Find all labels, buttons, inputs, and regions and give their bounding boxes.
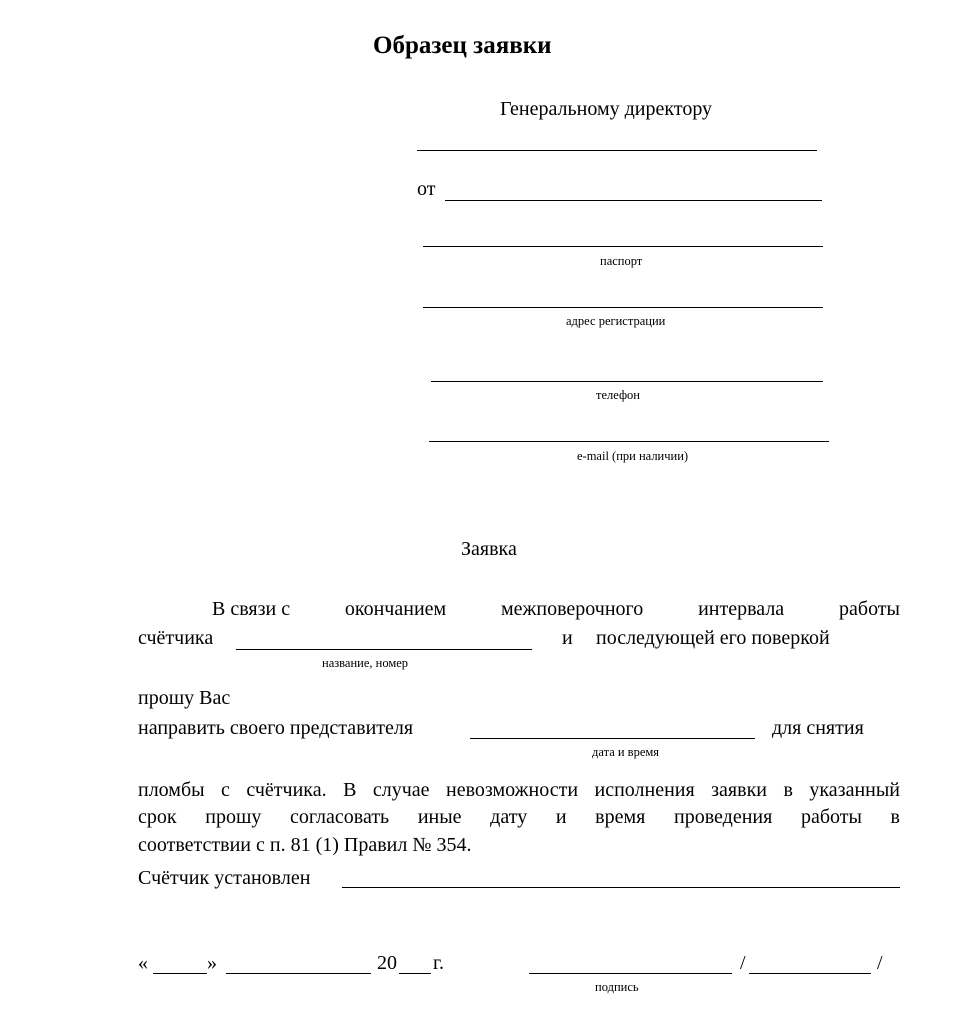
verification-text: последующей его поверкой [596, 627, 830, 649]
signature-caption: подпись [595, 980, 639, 994]
meter-word: счётчика [138, 627, 214, 649]
line1-word: окончанием [344, 598, 447, 620]
passport-blank[interactable] [423, 246, 823, 247]
meter-installed-label: Счётчик установлен [138, 867, 311, 889]
applicant-name-blank[interactable] [445, 200, 822, 201]
month-blank[interactable] [226, 973, 371, 974]
from-label: от [417, 178, 436, 200]
address-blank[interactable] [423, 307, 823, 308]
email-blank[interactable] [429, 441, 829, 442]
body-line-1 [212, 598, 900, 621]
address-caption: адрес регистрации [566, 314, 666, 328]
line1-word: межповерочного [501, 598, 644, 620]
meter-location-blank[interactable] [342, 887, 900, 888]
paragraph-line-3: соответствии с п. 81 (1) Правил № 354. [138, 834, 472, 856]
director-name-blank[interactable] [417, 150, 817, 151]
addressee-label: Генеральному директору [500, 98, 713, 120]
line1-word: интервала [698, 598, 785, 620]
phone-blank[interactable] [431, 381, 823, 382]
request-you-text: прошу Вас [138, 687, 231, 709]
request-heading: Заявка [461, 538, 517, 560]
passport-caption: паспорт [600, 254, 643, 268]
meter-name-caption: название, номер [322, 656, 409, 670]
phone-caption: телефон [596, 388, 640, 402]
line1-word: работы [839, 598, 900, 620]
conjunction-and: и [562, 627, 573, 649]
date-time-caption: дата и время [592, 745, 660, 759]
email-caption: e-mail (при наличии) [577, 449, 689, 463]
paragraph-line-1: пломбы с счётчика. В случае невозможности исполнения заявки в указанный [138, 779, 900, 801]
day-blank[interactable] [153, 973, 207, 974]
slash-separator: / [740, 952, 746, 974]
quote-open: « [138, 952, 148, 974]
meter-name-number-blank[interactable] [236, 649, 532, 650]
year-prefix: 20 [377, 952, 397, 974]
signature-name-blank[interactable] [749, 973, 871, 974]
signature-blank[interactable] [529, 973, 732, 974]
document-title: Образец заявки [373, 32, 552, 59]
slash-separator: / [877, 952, 883, 974]
year-suffix: г. [433, 952, 444, 974]
paragraph-line-2: срок прошу согласовать иные дату и время проведения работы в [138, 806, 900, 828]
send-representative-text: направить своего представителя [138, 717, 414, 739]
for-removal-text: для снятия [772, 717, 864, 739]
line1-word: В связи с [212, 598, 291, 620]
date-time-blank[interactable] [470, 738, 755, 739]
year-blank[interactable] [399, 973, 431, 974]
quote-close: » [207, 952, 217, 974]
